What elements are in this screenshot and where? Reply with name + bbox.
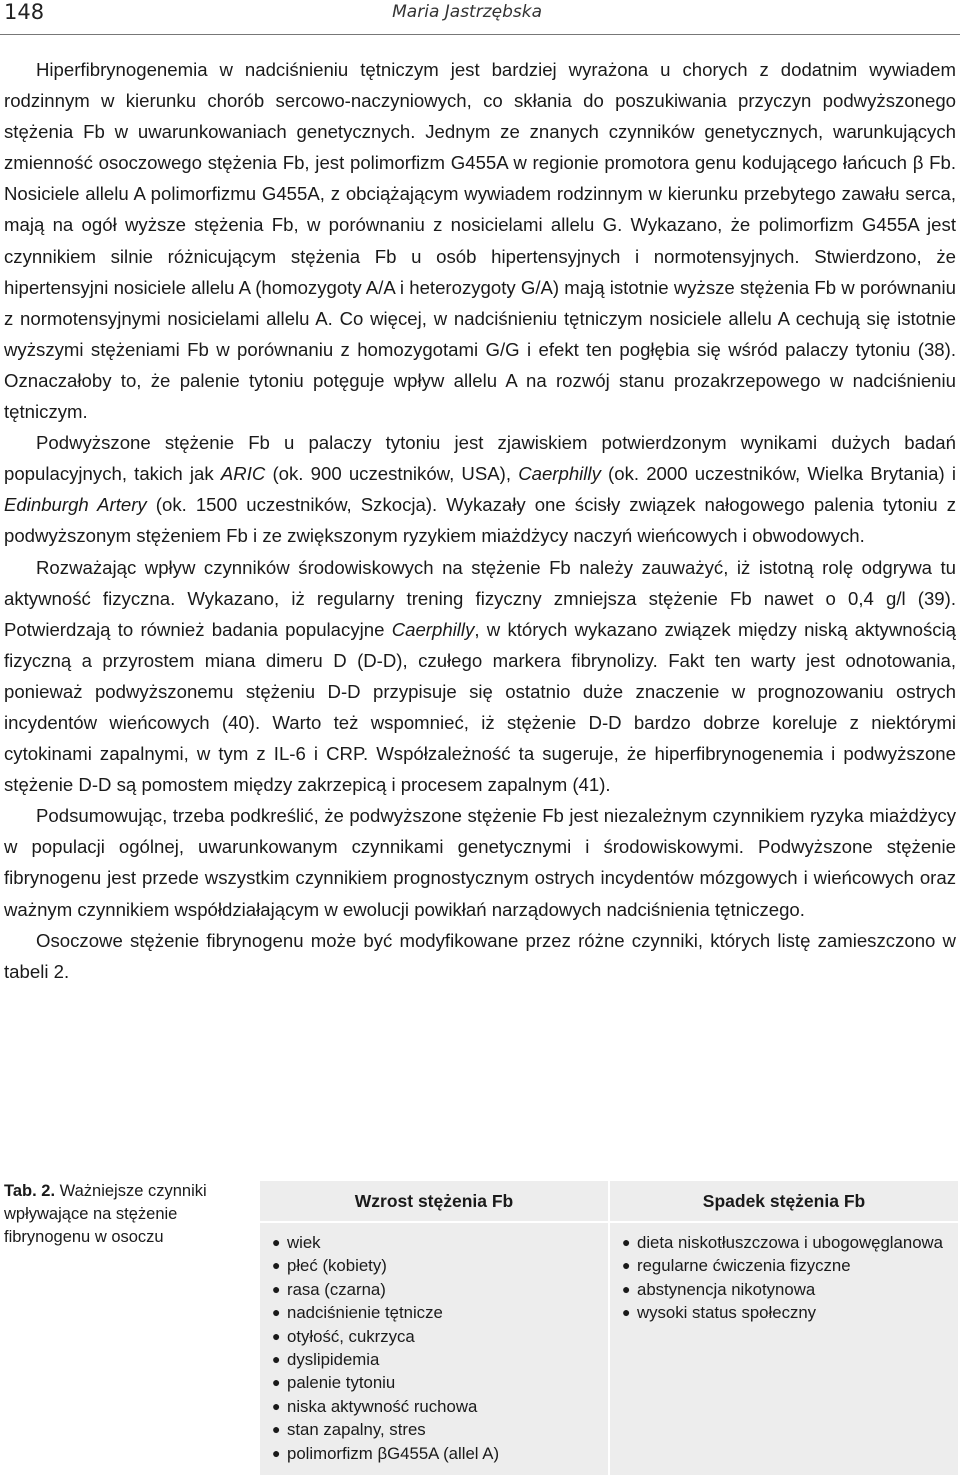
factor-text: płeć (kobiety) — [287, 1256, 387, 1276]
factor-item — [622, 1231, 952, 1254]
table-header-increase: Wzrost stężenia Fb — [260, 1181, 608, 1223]
bullet-icon: ● — [272, 1397, 281, 1414]
factor-text: stan zapalny, stres — [287, 1420, 426, 1440]
paragraph — [4, 54, 956, 427]
bullet-icon: ● — [272, 1234, 281, 1250]
factor-text: wiek — [287, 1233, 321, 1252]
factor-item — [622, 1301, 952, 1324]
study-name: Edinburgh Artery — [4, 494, 147, 516]
bullet-icon: ● — [272, 1280, 281, 1297]
factor-item — [272, 1231, 602, 1254]
paragraph — [4, 925, 956, 987]
table-caption-text: Ważniejsze czynniki wpływające na stężenie fibrynogenu w osoczu — [4, 1182, 207, 1246]
bullet-icon: ● — [272, 1374, 281, 1391]
bullet-icon: ● — [272, 1444, 281, 1461]
table-caption — [4, 1180, 234, 1249]
decrease-factors-list — [622, 1231, 952, 1325]
paragraph — [4, 427, 956, 551]
factor-item — [272, 1301, 602, 1324]
factor-text: polimorfizm βG455A (allel A) — [287, 1443, 500, 1463]
paragraph — [4, 552, 956, 801]
factor-item — [272, 1395, 602, 1418]
factor-item — [272, 1348, 602, 1371]
bullet-icon: ● — [272, 1421, 281, 1438]
study-name: ARIC — [220, 463, 266, 485]
factor-item — [272, 1325, 602, 1348]
text-run: Osoczowe stężenie fibrynogenu może być modyfikowane przez różne czynniki, których listę zamieszczono w tabeli 2. — [4, 929, 956, 982]
table-column-divider — [608, 1181, 610, 1475]
factor-text: niska aktywność ruchowa — [287, 1396, 478, 1416]
bullet-icon: ● — [272, 1257, 281, 1274]
body-text — [4, 54, 956, 987]
factor-text: otyłość, cukrzyca — [287, 1326, 415, 1346]
bullet-icon: ● — [622, 1280, 631, 1297]
factor-item — [272, 1418, 602, 1441]
factor-item — [272, 1371, 602, 1394]
bullet-icon: ● — [272, 1351, 281, 1368]
text-run: , w których wykazano związek między niską aktywnością fizyczną a przyrostem miana dimeru D (D-D), czułego markera fibrynolizy. Fakt ten warty jest odnotowania, ponieważ podwyższonemu stężeniu D-D przypisuje się ostatnio duże znaczenie w prognozowaniu ostrych incydentów wieńcowych (40). Warto też wspomnieć, iż stężenie D-D bardzo dobrze koreluje z niektórymi cytokinami zapalnymi, w tym z IL-6 i CRP. Współzależność ta sugeruje, że hiperfibrynogenemia i podwyższone stężenie D-D są pomostem między zakrzepicą i procesem zapalnym (41). — [4, 618, 957, 796]
text-run: Hiperfibrynogenemia w nadciśnieniu tętniczym jest bardziej wyrażona u chorych z dodatnim wywiadem rodzinnym w kierunku chorób sercowo-naczyniowych, co skłania do poszukiwania przyczyn podwyższonego stężenia Fb w uwarunkowaniach genetycznych. Jednym ze znanych czynników genetycznych, warunkujących zmienność osoczowego stężenia Fb, jest polimorfizm G455A w regionie promotora genu kodującego łańcuch β Fb. Nosiciele allelu A polimorfizmu G455A, z obciążającym wywiadem rodzinnym w kierunku przebytego zawału serca, mają na ogół wyższe stężenia Fb, w porównaniu z nosicielami allelu G. Wykazano, że polimorfizm G455A jest czynnikiem silnie różnicującym stężenia Fb u osób hipertensyjnych i normotensyjnych. Stwierdzono, że hipertensyjni nosiciele allelu A (homozygoty A/A i heterozygoty G/A) mają istotnie wyższe stężenia Fb w porównaniu z normotensyjnymi nosicielami allelu A. Co więcej, w nadciśnieniu tętniczym nosiciele allelu A cechują się istotnie wyższymi stężeniami Fb w porównaniu z homozygotami G/G i efekt ten pogłębia się wśród palaczy tytoniu (38). Oznaczałoby to, że palenie tytoniu potęguje wpływ allelu A na rozwój stanu prozakrzepowego w nadciśnieniu tętniczym. — [4, 59, 956, 423]
factor-item — [622, 1254, 952, 1277]
factors-table — [260, 1181, 958, 1475]
text-run: Podsumowując, trzeba podkreślić, że podwyższone stężenie Fb jest niezależnym czynnikiem ryzyka miażdżycy w populacji ogólnej, uwarunkowanym czynnikami genetycznymi i środowiskowymi. Podwyższone stężenie fibrynogenu jest przede wszystkim czynnikiem prognostycznym ostrych incydentów mózgowych i wieńcowych oraz ważnym czynnikiem współdziałającym w ewolucji powikłań narządowych nadciśnienia tętniczego. — [4, 805, 956, 920]
bullet-icon: ● — [272, 1327, 281, 1344]
bullet-icon: ● — [622, 1234, 631, 1250]
text-run: (ok. 2000 uczestników, Wielka Brytania) i — [600, 463, 956, 485]
bullet-icon: ● — [272, 1304, 281, 1321]
text-run: Podwyższone stężenie Fb u palaczy tytoniu jest zjawiskiem potwierdzonym wynikami dużych badań populacyjnych, takich jak — [4, 432, 956, 485]
bullet-icon: ● — [622, 1257, 631, 1274]
study-name: Caerphilly — [391, 618, 475, 640]
header-rule — [0, 34, 960, 35]
factor-text: abstynencja nikotynowa — [637, 1279, 816, 1299]
factor-text: dieta niskotłuszczowa i ubogowęglanowa — [637, 1233, 943, 1252]
text-run: (ok. 900 uczestników, USA), — [265, 463, 519, 485]
page-number: 148 — [4, 0, 45, 24]
factor-text: wysoki status społeczny — [637, 1303, 817, 1323]
increase-factors-list — [272, 1231, 602, 1465]
table-header-decrease: Spadek stężenia Fb — [610, 1181, 958, 1223]
factor-item — [622, 1278, 952, 1301]
factor-item — [272, 1278, 602, 1301]
factor-item — [272, 1442, 602, 1465]
factor-text: rasa (czarna) — [287, 1279, 386, 1299]
bullet-icon: ● — [622, 1304, 631, 1321]
running-head-author: Maria Jastrzębska — [392, 2, 542, 22]
factor-text: nadciśnienie tętnicze — [287, 1303, 443, 1323]
factor-text: regularne ćwiczenia fizyczne — [637, 1256, 851, 1276]
text-run: Rozważając wpływ czynników środowiskowych na stężenie Fb należy zauważyć, iż istotną rolę odgrywa tu aktywność fizyczna. Wykazano, iż regularny trening fizyczny zmniejsza stężenie Fb nawet o 0,4 g/l (39). Potwierdzają to również badania populacyjne — [4, 556, 956, 640]
table-label: Tab. 2. — [4, 1182, 56, 1200]
factor-text: dyslipidemia — [287, 1350, 380, 1370]
text-run: (ok. 1500 uczestników, Szkocja). Wykazały one ścisły związek nałogowego palenia tytoniu z podwyższonym stężeniem Fb i ze zwiększonym ryzykiem miażdżycy naczyń wieńcowych i obwodowych. — [4, 494, 956, 547]
study-name: Caerphilly — [518, 463, 601, 485]
factor-text: palenie tytoniu — [287, 1373, 396, 1393]
paragraph — [4, 800, 956, 924]
factor-item — [272, 1254, 602, 1277]
